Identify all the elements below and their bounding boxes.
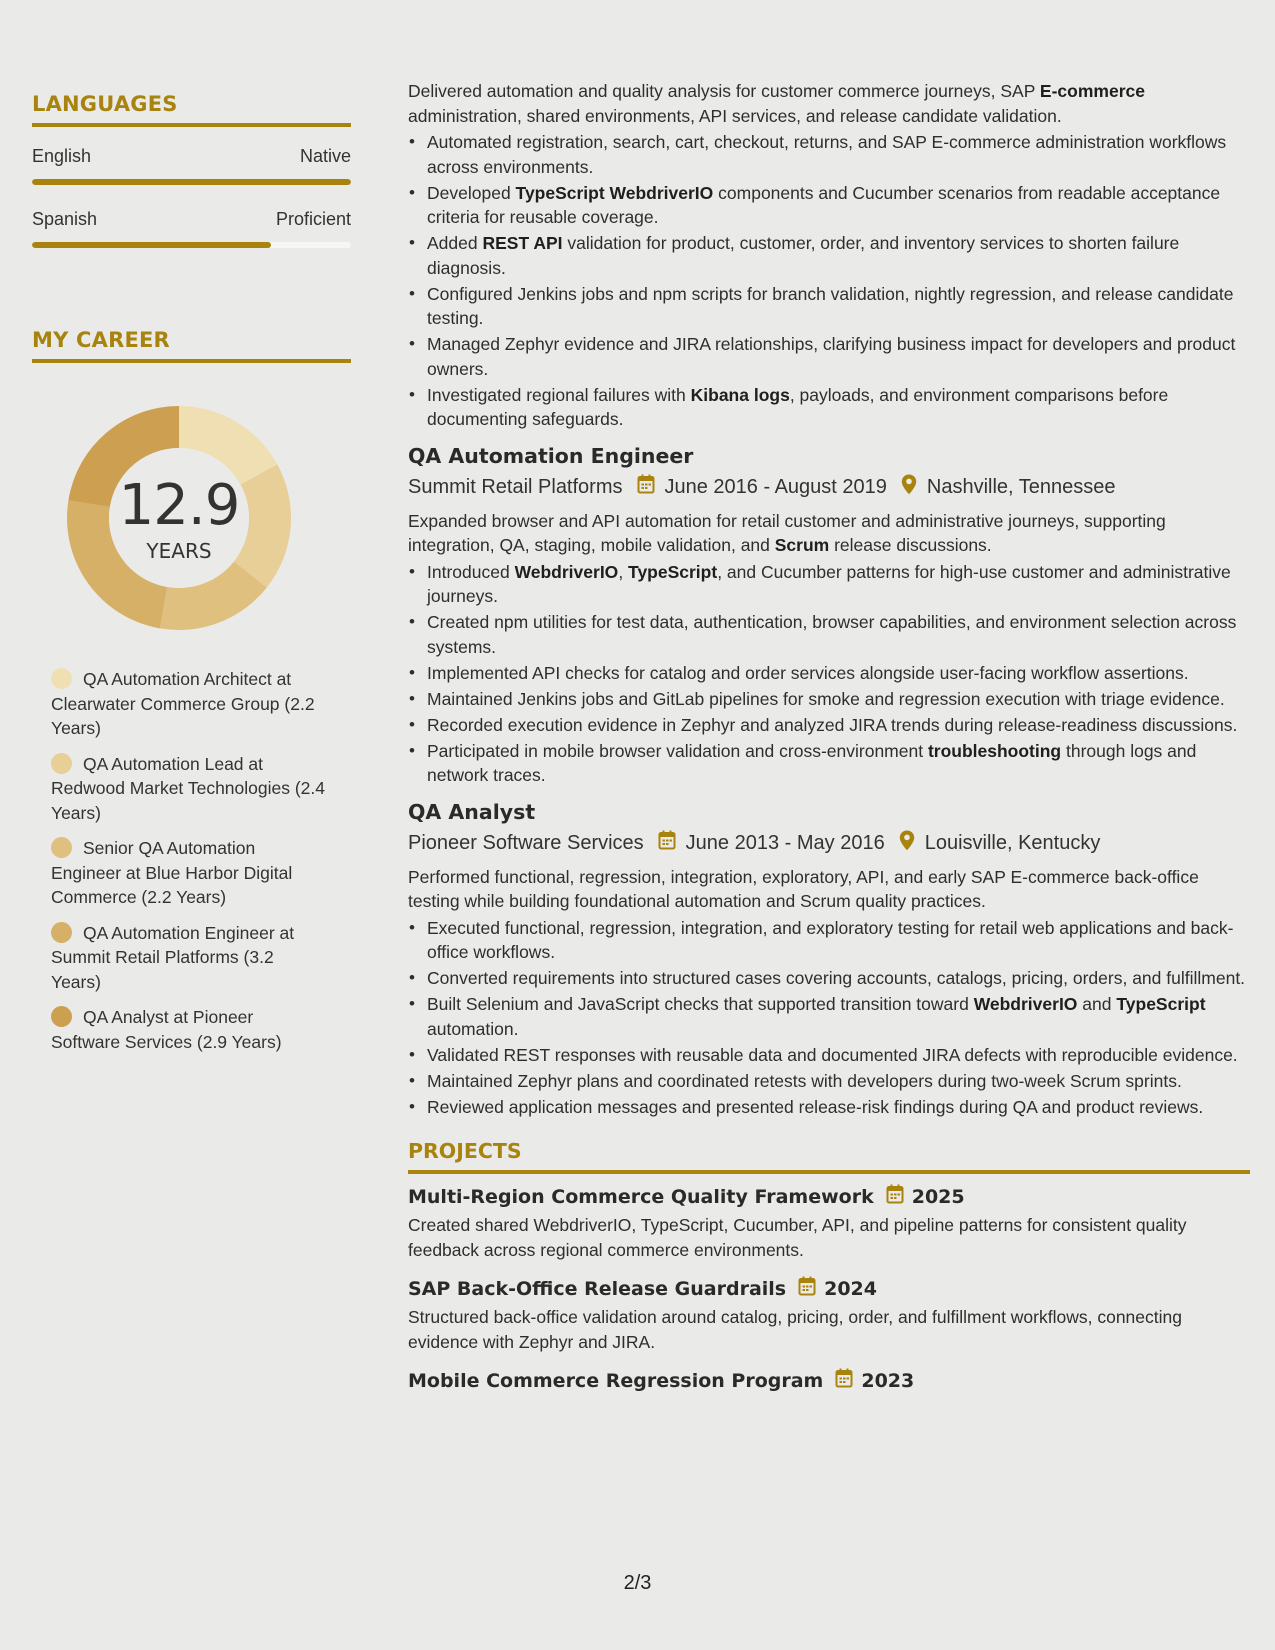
text-segment: Participated in mobile browser validation and cross-environment	[427, 740, 928, 761]
legend-dot-icon	[51, 837, 72, 858]
job-title: QA Analyst	[408, 799, 536, 824]
text-segment: release discussions.	[829, 535, 992, 555]
language-proficiency-bar	[32, 242, 351, 248]
donut-center	[64, 403, 294, 633]
text-segment: Introduced	[427, 561, 515, 582]
language-proficiency-bar	[32, 179, 351, 185]
bullet-item	[427, 1069, 1250, 1094]
projects-heading: PROJECTS	[408, 1139, 522, 1163]
text-segment: Automated registration, search, cart, checkout, returns, and SAP E-commerce administration workflows across environments.	[427, 132, 1227, 177]
main-content	[408, 79, 1250, 1397]
bold-text: REST API	[482, 233, 563, 253]
career-divider	[32, 359, 351, 363]
sidebar	[32, 92, 351, 1065]
bullet-item	[427, 713, 1250, 738]
job-location: Nashville, Tennessee	[926, 475, 1116, 498]
project-title-row	[408, 1276, 1250, 1301]
bold-text: TypeScript	[628, 561, 718, 582]
bullet-item	[427, 739, 1250, 788]
text-segment: Recorded execution evidence in Zephyr and analyzed JIRA trends during release-readiness discussions.	[427, 714, 1238, 735]
career-legend-item	[51, 752, 326, 826]
text-segment: Configured Jenkins jobs and npm scripts for branch validation, nightly regression, and release candidate testing.	[427, 283, 1234, 328]
text-segment: automation.	[427, 1018, 519, 1039]
bold-text: Kibana logs	[690, 384, 790, 405]
text-segment: Executed functional, regression, integration, and exploratory testing for retail web applications and back-office workflows.	[427, 917, 1234, 962]
job-summary	[408, 865, 1250, 914]
calendar-icon	[886, 1184, 904, 1209]
bullet-item	[427, 687, 1250, 712]
calendar-icon	[637, 474, 655, 500]
text-segment: Created npm utilities for test data, authentication, browser capabilities, and environment selection across systems.	[427, 612, 1237, 657]
bullet-item	[427, 916, 1250, 965]
job-dates: June 2013 - May 2016	[685, 831, 885, 854]
text-segment: administration, shared environments, API services, and release candidate validation.	[408, 105, 1062, 126]
career-section	[32, 328, 351, 1054]
text-segment: Developed	[427, 182, 516, 203]
map-pin-icon	[899, 830, 915, 857]
text-segment: validation for product, customer, order, and inventory services to shorten failure diagnosis.	[427, 233, 1180, 278]
text-segment: Converted requirements into structured cases covering accounts, catalogs, pricing, orders, and fulfillment.	[427, 968, 1246, 988]
job-meta	[408, 474, 1250, 501]
language-row	[32, 209, 351, 230]
text-segment: components and Cucumber scenarios from readable acceptance criteria for reusable coverage.	[427, 182, 1221, 227]
project-year: 2025	[911, 1185, 965, 1208]
languages-heading: LANGUAGES	[32, 92, 178, 116]
career-legend-item	[51, 836, 326, 910]
text-segment: , and Cucumber patterns for high-use customer and administrative journeys.	[427, 561, 1231, 606]
language-level: Native	[299, 146, 351, 166]
job-entry	[408, 444, 1250, 788]
job-summary	[408, 509, 1250, 558]
legend-dot-icon	[51, 753, 72, 774]
project-description: Structured back-office validation around catalog, pricing, order, and fulfillment workflows, connecting evidence with Zephyr and JIRA.	[408, 1307, 1182, 1352]
language-level: Proficient	[275, 209, 351, 229]
project-title: SAP Back-Office Release Guardrails	[408, 1277, 787, 1300]
bullet-item	[427, 1043, 1250, 1068]
languages-section	[32, 92, 351, 248]
text-segment: Validated REST responses with reusable data and documented JIRA defects with reproducible evidence.	[427, 1044, 1238, 1065]
project-item	[408, 1184, 1250, 1262]
bullet-item	[427, 966, 1250, 991]
bold-text: E-commerce	[1039, 81, 1145, 101]
job-company: Pioneer Software Services	[408, 831, 644, 854]
project-title-row	[408, 1368, 1250, 1393]
career-donut-chart	[64, 403, 294, 633]
language-item	[32, 209, 351, 248]
career-legend-label: Senior QA Automation Engineer at Blue Harbor Digital Commerce (2.2 Years)	[51, 838, 293, 907]
bullet-item	[427, 992, 1250, 1041]
text-segment: Delivered automation and quality analysis for customer commerce journeys, SAP	[408, 81, 1040, 101]
project-year: 2024	[824, 1277, 877, 1300]
text-segment: Performed functional, regression, integration, exploratory, API, and early SAP E-commerce back-office testing while building foundational automation and Scrum quality practices.	[408, 866, 1199, 911]
language-item	[32, 146, 351, 185]
bullet-item	[427, 282, 1250, 331]
legend-dot-icon	[51, 922, 72, 943]
projects-divider	[408, 1170, 1250, 1174]
bold-text: TypeScript WebdriverIO	[515, 182, 714, 203]
language-name: Spanish	[32, 209, 98, 229]
project-item	[408, 1276, 1250, 1354]
text-segment: Added	[427, 233, 483, 253]
bullet-item	[427, 661, 1250, 686]
bold-text: TypeScript	[1116, 994, 1206, 1014]
career-legend-label: QA Analyst at Pioneer Software Services (2.9 Years)	[51, 1007, 282, 1052]
bullet-item	[427, 383, 1250, 432]
text-segment: Investigated regional failures with	[427, 384, 691, 405]
project-title-row	[408, 1184, 1250, 1209]
bold-text: Scrum	[774, 535, 830, 555]
bold-text: troubleshooting	[927, 740, 1062, 761]
job-location: Louisville, Kentucky	[924, 831, 1101, 854]
career-legend-item	[51, 667, 326, 741]
career-legend-label: QA Automation Engineer at Summit Retail Platforms (3.2 Years)	[51, 922, 295, 992]
text-segment: Maintained Jenkins jobs and GitLab pipelines for smoke and regression execution with triage evidence.	[427, 688, 1225, 709]
career-years-unit: YEARS	[146, 539, 212, 563]
job-bullets	[408, 916, 1250, 1120]
bullet-item	[427, 610, 1250, 659]
experience-list	[408, 444, 1250, 1120]
job-entry	[408, 800, 1250, 1120]
language-name: English	[32, 146, 92, 166]
languages-list	[32, 146, 351, 248]
projects-list	[408, 1184, 1250, 1393]
calendar-icon	[798, 1276, 816, 1301]
text-segment: Built Selenium and JavaScript checks that supported transition toward	[427, 994, 974, 1014]
project-year: 2023	[861, 1369, 915, 1392]
language-proficiency-fill	[32, 179, 351, 185]
job-company: Summit Retail Platforms	[408, 475, 623, 498]
bullet-item	[427, 181, 1250, 230]
language-proficiency-fill	[32, 242, 271, 248]
job-meta	[408, 830, 1250, 857]
career-legend	[51, 667, 326, 1054]
project-title: Mobile Commerce Regression Program	[408, 1369, 824, 1392]
legend-dot-icon	[51, 1006, 72, 1027]
project-item	[408, 1368, 1250, 1393]
job-intro	[408, 79, 1250, 432]
languages-divider	[32, 123, 351, 127]
project-description: Created shared WebdriverIO, TypeScript, Cucumber, API, and pipeline patterns for consistent quality feedback across regional commerce environments.	[408, 1215, 1187, 1260]
job-dates: June 2016 - August 2019	[664, 475, 887, 498]
text-segment: Expanded browser and API automation for retail customer and administrative journeys, supporting integration, QA, staging, mobile validation, and	[408, 510, 1166, 555]
bullet-item	[427, 231, 1250, 280]
career-legend-label: QA Automation Architect at Clearwater Commerce Group (2.2 Years)	[51, 669, 315, 738]
job-summary	[408, 79, 1250, 128]
job-title: QA Automation Engineer	[408, 443, 694, 468]
project-title: Multi-Region Commerce Quality Framework	[408, 1185, 874, 1208]
bullet-item	[427, 332, 1250, 381]
text-segment: and	[1077, 994, 1117, 1014]
career-legend-item	[51, 921, 326, 995]
career-legend-label: QA Automation Lead at Redwood Market Technologies (2.4 Years)	[51, 753, 326, 823]
bullet-item	[427, 560, 1250, 609]
bullet-item	[427, 130, 1250, 179]
career-total-years: 12.9	[118, 473, 240, 538]
text-segment: , payloads, and environment comparisons before documenting safeguards.	[427, 384, 1169, 429]
map-pin-icon	[901, 474, 917, 501]
calendar-icon	[835, 1368, 853, 1393]
text-segment: Implemented API checks for catalog and order services alongside user-facing workflow assertions.	[427, 662, 1189, 683]
text-segment: Managed Zephyr evidence and JIRA relationships, clarifying business impact for developers and product owners.	[427, 334, 1236, 379]
text-segment: through logs and network traces.	[427, 740, 1197, 785]
career-legend-item	[51, 1005, 326, 1054]
bold-text: WebdriverIO	[514, 561, 619, 582]
job-bullets	[408, 130, 1250, 432]
career-heading: MY CAREER	[32, 328, 170, 352]
page-number: 2/3	[623, 1572, 652, 1594]
job-bullets	[408, 560, 1250, 788]
language-row	[32, 146, 351, 167]
text-segment: Reviewed application messages and presented release-risk findings during QA and product reviews.	[427, 1096, 1204, 1117]
calendar-icon	[658, 830, 676, 856]
legend-dot-icon	[51, 668, 72, 689]
bold-text: WebdriverIO	[973, 994, 1078, 1014]
bullet-item	[427, 1095, 1250, 1120]
text-segment: ,	[618, 561, 629, 582]
text-segment: Maintained Zephyr plans and coordinated retests with developers during two-week Scrum sprints.	[427, 1070, 1182, 1091]
